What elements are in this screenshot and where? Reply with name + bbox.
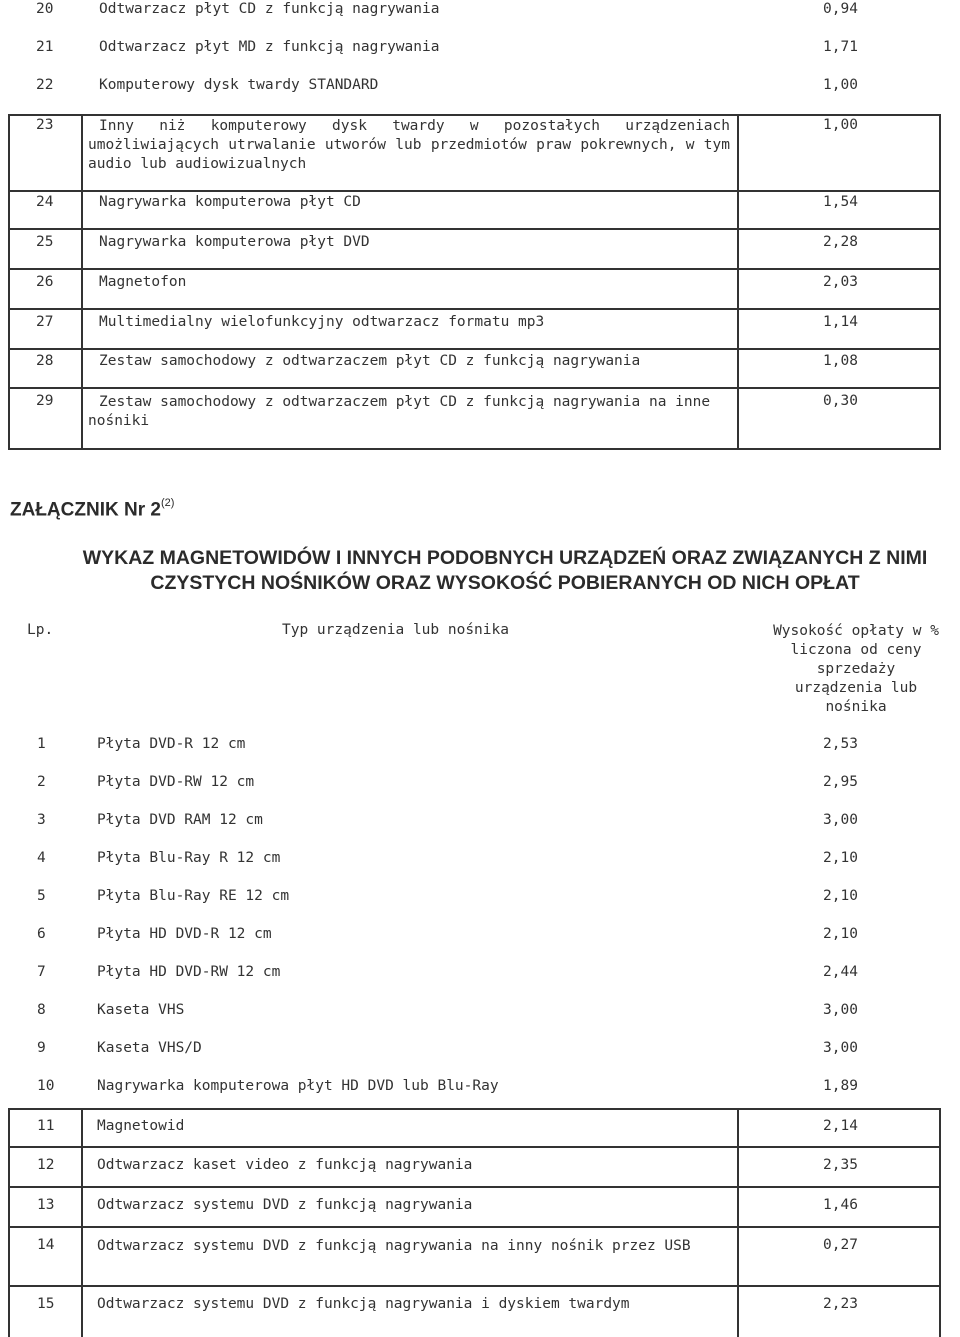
page-title-line-1: WYKAZ MAGNETOWIDÓW I INNYCH PODOBNYCH URZĄDZEŃ ORAZ ZWIĄZANYCH Z NIMI — [82, 547, 928, 569]
row-divider — [8, 1146, 941, 1148]
row-number: 21 — [36, 39, 54, 55]
column-header-value-line: Wysokość opłaty w % — [773, 623, 939, 639]
row-name: Kaseta VHS/D — [97, 1040, 202, 1056]
row-value: 2,10 — [823, 926, 858, 942]
row-value: 2,14 — [823, 1118, 858, 1134]
table-row — [0, 117, 960, 177]
column-header-value-line: nośnika — [825, 699, 887, 715]
column-header-value-line: urządzenia lub — [794, 680, 918, 696]
row-value: 1,46 — [823, 1197, 858, 1213]
table-row — [0, 1197, 960, 1216]
row-name: Odtwarzacz systemu DVD z funkcją nagrywania — [97, 1197, 473, 1213]
row-name: Inny niż komputerowy dysk twardy w pozostałych urządzeniach umożliwiających utrwalanie utworów lub przedmiotów praw pokrewnych, w tym audio lub audiowizualnych — [88, 118, 730, 172]
row-value: 2,10 — [823, 850, 858, 866]
row-divider — [8, 308, 941, 310]
row-number: 5 — [37, 888, 46, 904]
column-header-type: Typ urządzenia lub nośnika — [282, 622, 509, 638]
row-number: 10 — [37, 1078, 55, 1094]
table-row — [0, 194, 960, 213]
row-name: Płyta HD DVD-RW 12 cm — [97, 964, 281, 980]
table-row — [0, 774, 960, 793]
appendix-title — [10, 499, 174, 521]
row-number: 27 — [36, 314, 54, 330]
row-name: Płyta DVD-RW 12 cm — [97, 774, 255, 790]
page-title — [45, 546, 960, 596]
row-number: 20 — [36, 1, 54, 17]
row-value: 1,14 — [823, 314, 858, 330]
table-row — [0, 1040, 960, 1059]
row-name: Odtwarzacz płyt CD z funkcją nagrywania — [99, 1, 440, 17]
row-divider — [8, 268, 941, 270]
row-value: 2,53 — [823, 736, 858, 752]
row-value: 1,00 — [823, 77, 858, 93]
row-number: 4 — [37, 850, 46, 866]
column-header-value-line: sprzedaży — [816, 661, 896, 677]
row-value: 3,00 — [823, 1040, 858, 1056]
row-divider — [8, 387, 941, 389]
row-divider — [8, 1285, 941, 1287]
row-name: Płyta DVD RAM 12 cm — [97, 812, 263, 828]
column-header-value-line: liczona od ceny — [790, 642, 922, 658]
row-value: 2,28 — [823, 234, 858, 250]
table-row — [0, 1118, 960, 1137]
row-number: 23 — [36, 117, 54, 133]
table-row — [0, 1, 960, 20]
table-row — [0, 274, 960, 293]
row-number: 15 — [37, 1296, 55, 1312]
row-value: 2,03 — [823, 274, 858, 290]
row-number: 28 — [36, 353, 54, 369]
row-name: Zestaw samochodowy z odtwarzaczem płyt CD z funkcją nagrywania na inne nośniki — [88, 394, 711, 429]
row-value: 1,08 — [823, 353, 858, 369]
row-value: 1,54 — [823, 194, 858, 210]
row-number: 11 — [37, 1118, 55, 1134]
row-value: 2,35 — [823, 1157, 858, 1173]
page-title-line-2: CZYSTYCH NOŚNIKÓW ORAZ WYSOKOŚĆ POBIERANYCH OD NICH OPŁAT — [150, 572, 860, 594]
column-header-value — [736, 622, 960, 717]
table-row — [0, 964, 960, 983]
row-name: Płyta Blu-Ray RE 12 cm — [97, 888, 290, 904]
appendix-footnote: (2) — [160, 497, 175, 509]
row-name: Odtwarzacz systemu DVD z funkcją nagrywania i dyskiem twardym — [97, 1296, 630, 1312]
row-name: Odtwarzacz płyt MD z funkcją nagrywania — [99, 39, 440, 55]
row-name: Płyta DVD-R 12 cm — [97, 736, 246, 752]
row-value: 2,23 — [823, 1296, 858, 1312]
table-row — [0, 736, 960, 755]
table-row — [0, 1157, 960, 1176]
row-value: 1,89 — [823, 1078, 858, 1094]
table-row — [0, 926, 960, 945]
row-number: 29 — [36, 393, 54, 409]
row-name: Nagrywarka komputerowa płyt DVD — [99, 234, 370, 250]
row-value: 2,95 — [823, 774, 858, 790]
row-number: 25 — [36, 234, 54, 250]
table-row — [0, 353, 960, 372]
row-number: 6 — [37, 926, 46, 942]
row-number: 22 — [36, 77, 54, 93]
row-name: Odtwarzacz kaset video z funkcją nagrywania — [97, 1157, 473, 1173]
row-name: Zestaw samochodowy z odtwarzaczem płyt CD z funkcją nagrywania — [99, 353, 641, 369]
row-name: Odtwarzacz systemu DVD z funkcją nagrywania na inny nośnik przez USB — [97, 1238, 691, 1254]
row-name: Nagrywarka komputerowa płyt HD DVD lub Blu-Ray — [97, 1078, 499, 1094]
row-number: 13 — [37, 1197, 55, 1213]
row-value: 2,44 — [823, 964, 858, 980]
table-row — [0, 812, 960, 831]
table-row — [0, 1002, 960, 1021]
row-name: Magnetofon — [99, 274, 187, 290]
row-divider — [8, 228, 941, 230]
table-row — [0, 39, 960, 58]
table-row — [0, 1296, 960, 1315]
row-number: 24 — [36, 194, 54, 210]
appendix-title-text: ZAŁĄCZNIK Nr 2 — [10, 499, 161, 521]
row-name: Komputerowy dysk twardy STANDARD — [99, 77, 379, 93]
row-number: 26 — [36, 274, 54, 290]
row-divider — [8, 348, 941, 350]
row-value: 3,00 — [823, 1002, 858, 1018]
row-number: 8 — [37, 1002, 46, 1018]
row-divider — [8, 1186, 941, 1188]
row-number: 14 — [37, 1237, 55, 1253]
row-number: 9 — [37, 1040, 46, 1056]
column-header-lp: Lp. — [27, 622, 54, 638]
row-name: Płyta HD DVD-R 12 cm — [97, 926, 272, 942]
table-row — [0, 850, 960, 869]
row-number: 1 — [37, 736, 46, 752]
row-name: Magnetowid — [97, 1118, 185, 1134]
table-row — [0, 1237, 960, 1277]
row-name: Płyta Blu-Ray R 12 cm — [97, 850, 281, 866]
table-row — [0, 77, 960, 96]
table-row — [0, 393, 960, 433]
row-name: Multimedialny wielofunkcyjny odtwarzacz formatu mp3 — [99, 314, 545, 330]
row-value: 1,00 — [823, 117, 858, 133]
row-value: 0,27 — [823, 1237, 858, 1253]
row-divider — [8, 190, 941, 192]
table-row — [0, 234, 960, 253]
row-divider — [8, 1226, 941, 1228]
row-value: 2,10 — [823, 888, 858, 904]
row-value: 1,71 — [823, 39, 858, 55]
row-number: 7 — [37, 964, 46, 980]
row-value: 0,94 — [823, 1, 858, 17]
row-name: Nagrywarka komputerowa płyt CD — [99, 194, 361, 210]
table-row — [0, 1078, 960, 1097]
row-value: 3,00 — [823, 812, 858, 828]
row-name: Kaseta VHS — [97, 1002, 185, 1018]
row-number: 12 — [37, 1157, 55, 1173]
row-number: 3 — [37, 812, 46, 828]
row-number: 2 — [37, 774, 46, 790]
table-row — [0, 314, 960, 333]
table-row — [0, 888, 960, 907]
row-value: 0,30 — [823, 393, 858, 409]
